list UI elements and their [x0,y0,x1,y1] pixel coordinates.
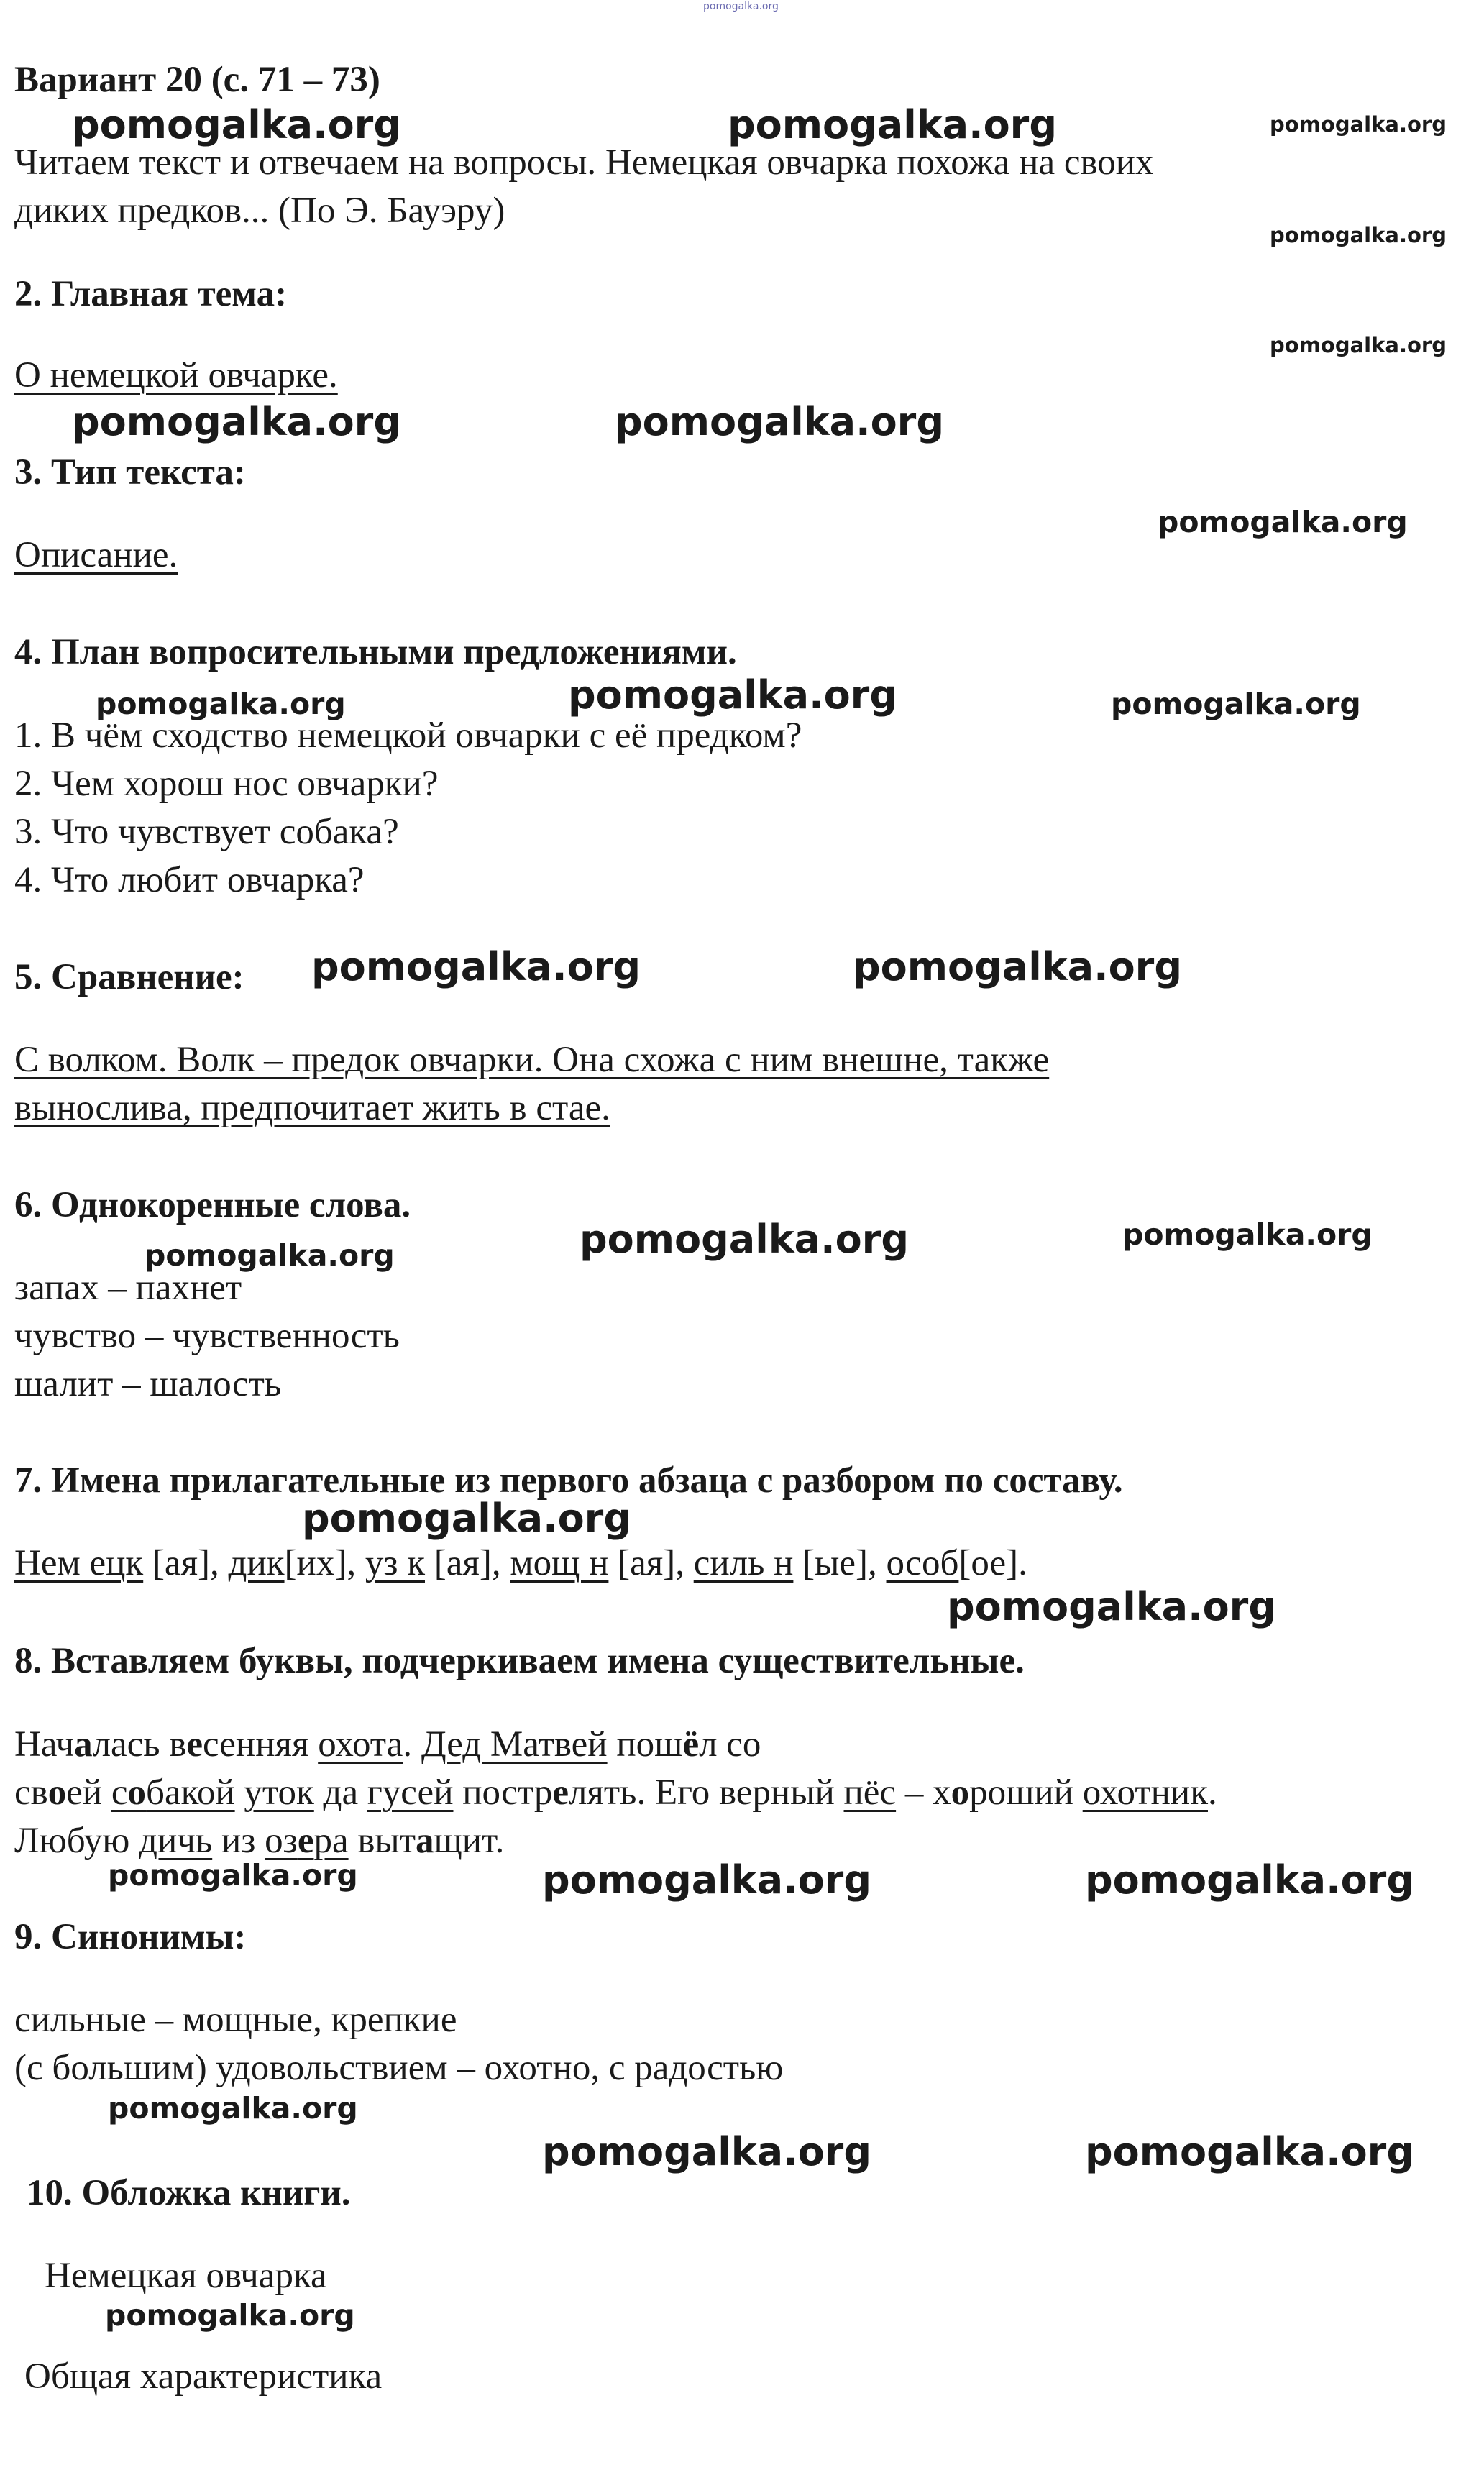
text-fragment: щит. [434,1821,505,1861]
adj-6-root: особ [886,1543,959,1583]
adj-3-root: уз к [365,1543,425,1583]
underlined-noun-fragment: о [127,1772,147,1813]
text-fragment: . [1207,1772,1217,1813]
text-fragment: Любую [14,1821,139,1861]
underlined-noun-fragment: с [111,1772,128,1813]
underlined-noun-fragment: гусей [367,1772,454,1813]
section-2-answer: О немецкой овчарке. [14,355,338,395]
text-fragment: – х [896,1772,951,1813]
text-fragment: пош [607,1724,683,1765]
watermark: pomogalka.org [568,672,897,718]
watermark: pomogalka.org [1085,2129,1414,2174]
section-3-heading: 3. Тип текста: [14,452,246,493]
watermark: pomogalka.org [105,2298,355,2333]
text-fragment: о [47,1772,67,1813]
synonym-item-2: (с большим) удовольствием – охотно, с радостью [14,2048,784,2088]
adj-2-ending: [их] [284,1543,347,1583]
synonym-item-1: сильные – мощные, крепкие [14,2000,457,2040]
section-7-heading: 7. Имена прилагательные из первого абзаца с разбором по составу. [14,1460,1123,1501]
plan-item-3: 3. Что чувствует собака? [14,812,399,852]
underlined-noun-fragment: е [297,1821,314,1861]
adj-5-ending: [ые] [802,1543,869,1583]
watermark: pomogalka.org [145,1238,395,1273]
text-fragment [235,1772,244,1813]
watermark: pomogalka.org [542,1857,871,1903]
adj-4-ending: [ая] [618,1543,676,1583]
adj-1-root: Нем ецк [14,1543,144,1583]
cover-title: Немецкая овчарка [45,2256,327,2296]
text-fragment: выт [348,1821,416,1861]
section-2-heading: 2. Главная тема: [14,274,288,314]
text-fragment: е [186,1724,203,1765]
cognate-item-1: запах – пахнет [14,1268,242,1308]
text-fragment: из [212,1821,265,1861]
adj-5-root: силь н [693,1543,794,1583]
section-5-answer-line-1: С волком. Волк – предок овчарки. Она схожа с ним внешне, также [14,1040,1050,1080]
adjective-parse-line: Нем ецк [ая], дик[их], уз к [ая], мощ н [ая], силь н [ые], особ[ое]. [14,1543,1027,1583]
section-6-heading: 6. Однокоренные слова. [14,1185,411,1225]
underlined-noun-fragment: пёс [843,1772,897,1813]
exercise-line-2 [14,1769,1217,1817]
adj-3-ending: [ая] [434,1543,492,1583]
text-fragment: постр [453,1772,553,1813]
watermark: pomogalka.org [580,1217,909,1262]
watermark: pomogalka.org [853,944,1182,989]
watermark: pomogalka.org [615,399,944,444]
plan-item-2: 2. Чем хорош нос овчарки? [14,764,439,804]
underlined-noun-fragment: охота [318,1724,403,1765]
adj-6-ending: [ое] [958,1543,1019,1583]
text-fragment: лась в [92,1724,187,1765]
text-fragment: о [951,1772,970,1813]
text-fragment: л со [699,1724,761,1765]
watermark: pomogalka.org [542,2129,871,2174]
text-fragment: е [552,1772,569,1813]
underlined-noun-fragment: Дед Матвей [421,1724,608,1765]
text-fragment: роший [969,1772,1083,1813]
intro-line-1: Читаем текст и отвечаем на вопросы. Немецкая овчарка похожа на своих [14,142,1154,183]
adj-4-root: мощ н [510,1543,609,1583]
watermark: pomogalka.org [311,944,641,989]
text-fragment: . [403,1724,421,1765]
cover-subtitle: Общая характеристика [24,2356,383,2397]
watermark: pomogalka.org [1270,333,1447,357]
text-fragment: а [415,1821,434,1861]
watermark: pomogalka.org [1111,687,1361,721]
watermark: pomogalka.org [108,2091,358,2126]
exercise-line-1 [14,1721,761,1769]
text-fragment: ё [682,1724,700,1765]
watermark: pomogalka.org [728,102,1057,147]
adj-2-root: дик [228,1543,285,1583]
text-fragment: ей [66,1772,111,1813]
section-3-answer: Описание. [14,535,178,575]
watermark: pomogalka.org [1085,1857,1414,1903]
cognate-item-3: шалит – шалость [14,1364,282,1404]
plan-item-4: 4. Что любит овчарка? [14,860,365,900]
plan-item-1: 1. В чём сходство немецкой овчарки с её предком? [14,715,802,756]
section-4-heading: 4. План вопросительными предложениями. [14,632,737,672]
watermark: pomogalka.org [1270,223,1447,247]
watermark: pomogalka.org [72,399,401,444]
text-fragment: а [74,1724,93,1765]
watermark: pomogalka.org [947,1584,1276,1629]
watermark: pomogalka.org [96,687,346,721]
watermark: pomogalka.org [302,1496,631,1541]
text-fragment: да [313,1772,367,1813]
text-fragment: св [14,1772,48,1813]
cognate-item-2: чувство – чувственность [14,1316,400,1356]
watermark: pomogalka.org [72,102,401,147]
section-10-heading: 10. Обложка книги. [27,2173,351,2213]
text-fragment: сенняя [203,1724,319,1765]
watermark: pomogalka.org [1122,1217,1373,1252]
watermark: pomogalka.org [108,1858,358,1893]
watermark: pomogalka.org [1270,112,1447,137]
section-8-heading: 8. Вставляем буквы, подчеркиваем имена существительные. [14,1641,1025,1681]
underlined-noun-fragment: дичь [139,1821,213,1861]
section-9-heading: 9. Синонимы: [14,1917,247,1957]
section-5-answer-line-2: вынослива, предпочитает жить в стае. [14,1088,610,1128]
underlined-noun-fragment: уток [244,1772,314,1813]
underlined-noun-fragment: ра [313,1821,349,1861]
text-fragment: Нач [14,1724,75,1765]
section-5-heading: 5. Сравнение: [14,957,244,997]
adj-1-ending: [ая] [152,1543,211,1583]
watermark: pomogalka.org [1158,505,1408,539]
page-title: Вариант 20 (с. 71 – 73) [14,60,380,100]
text-fragment: лять. Его верный [568,1772,844,1813]
underlined-noun-fragment: оз [265,1821,298,1861]
underlined-noun-fragment: охотник [1082,1772,1208,1813]
underlined-noun-fragment: бакой [146,1772,235,1813]
intro-line-2: диких предков... (По Э. Бауэру) [14,191,505,231]
top-watermark: pomogalka.org [703,1,779,12]
